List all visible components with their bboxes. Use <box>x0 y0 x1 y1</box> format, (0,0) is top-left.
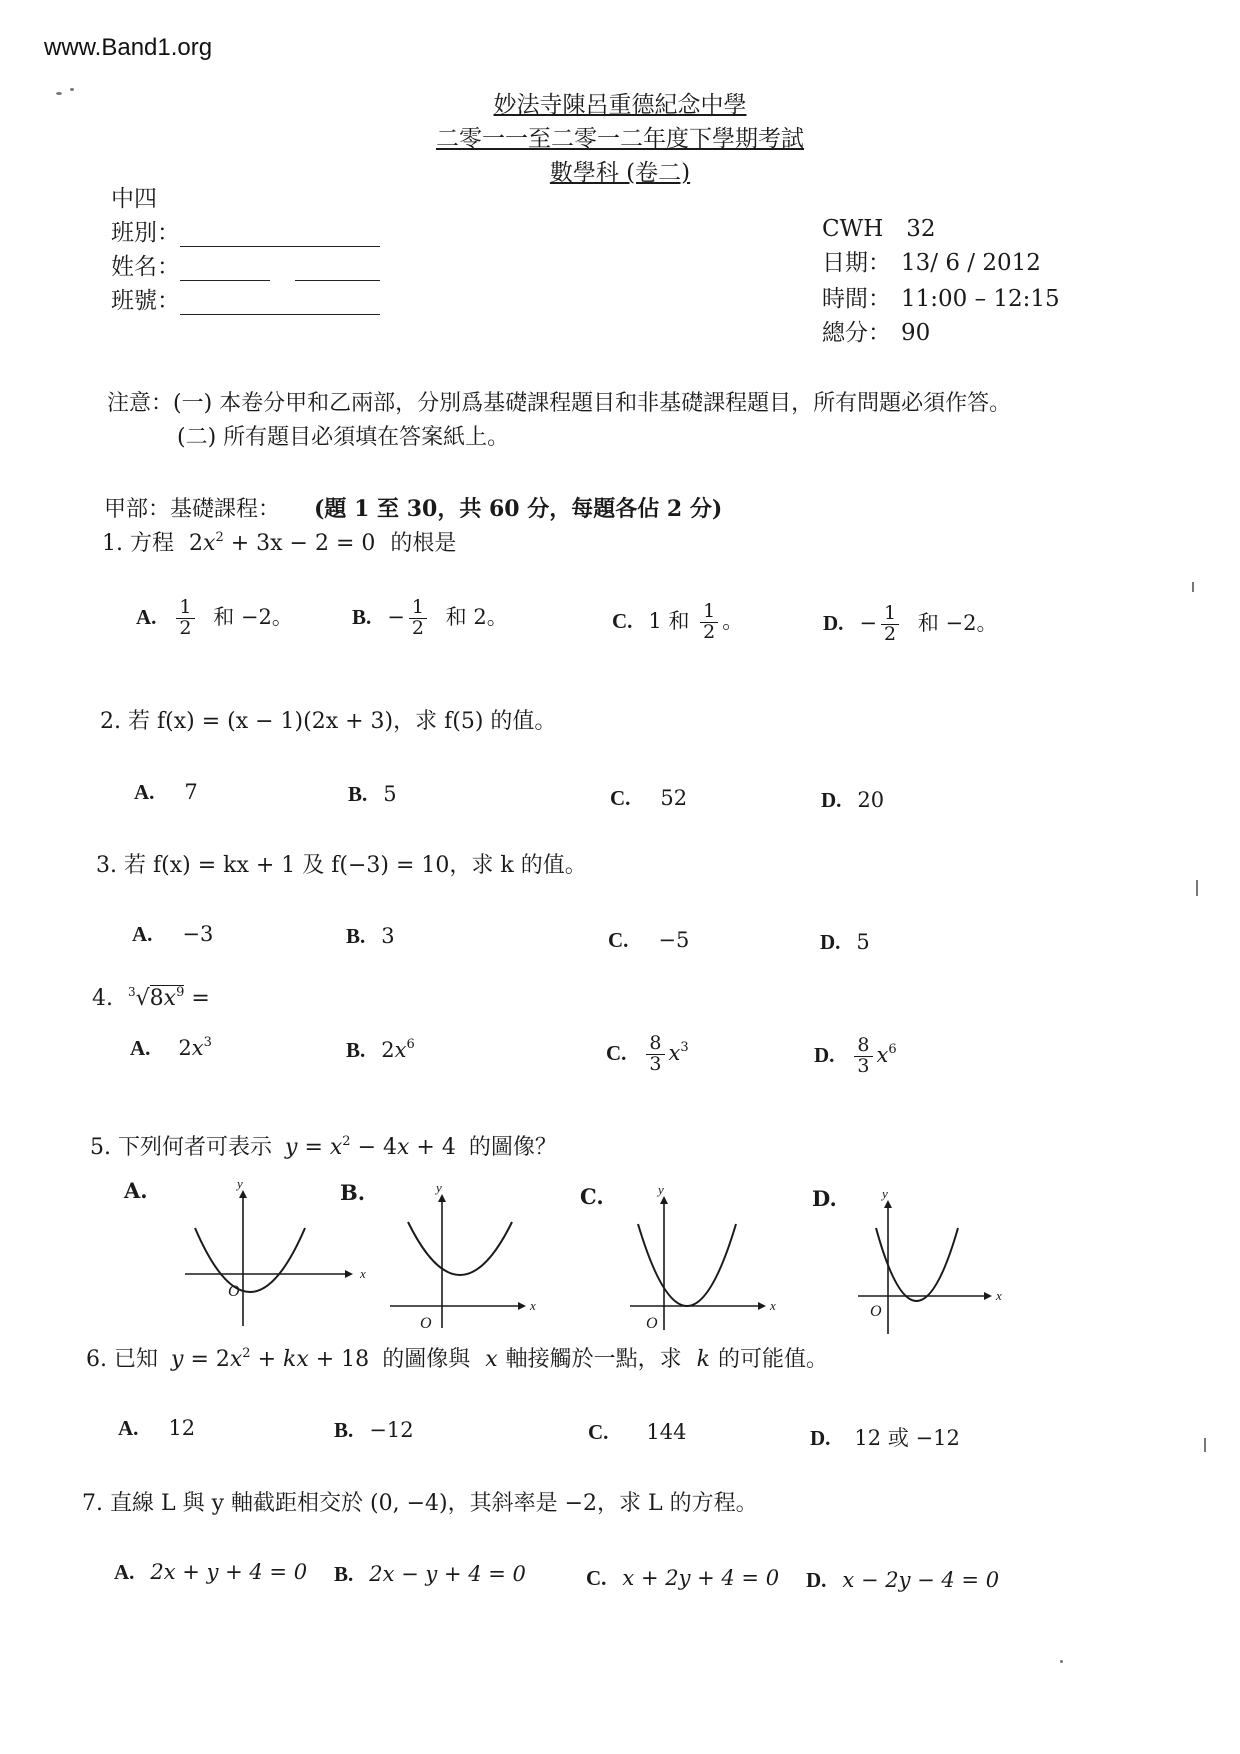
q4-a-expr: $2x^3$ <box>178 1035 212 1060</box>
q1-option-c <box>612 602 743 643</box>
q5-equation: $y = x^2 - 4x + 4$ <box>285 1134 456 1160</box>
q6-text-post2: 軸接觸於一點，求 <box>505 1347 682 1372</box>
school-name: 妙法寺陳呂重德紀念中學 <box>493 92 747 118</box>
q2-c-letter: C. <box>610 786 631 810</box>
origin-label: O <box>228 1283 240 1300</box>
q5-number: 5. <box>90 1135 111 1160</box>
q1-d-minus: − <box>859 610 878 635</box>
q4-number: 4. <box>92 986 113 1011</box>
q3-number: 3. <box>96 853 117 878</box>
q6-a-value: 12 <box>168 1416 196 1440</box>
x-axis-label: x <box>530 1298 536 1313</box>
q3-option-d <box>820 930 870 955</box>
q2-d-letter: D. <box>821 788 842 812</box>
q1-option-b-letter: B. <box>352 604 372 629</box>
q6-text-pre: 已知 <box>114 1347 159 1372</box>
q1-c-frac: $\frac{1}{2}$ <box>700 602 718 643</box>
q7-text: 直線 L 與 y 軸截距相交於 (0, −4)，其斜率是 −2，求 L 的方程。 <box>110 1491 758 1516</box>
q7-option-d <box>806 1568 999 1593</box>
x-axis-label: x <box>770 1298 776 1313</box>
q1-d-text: 和 −2。 <box>917 610 998 635</box>
q1-option-d-letter: D. <box>823 610 844 635</box>
number-field <box>111 282 380 315</box>
q1-option-d <box>823 604 997 645</box>
scan-speck <box>56 92 62 95</box>
name-blank-2 <box>295 262 380 281</box>
q1-b-minus: − <box>387 604 405 629</box>
note-1-text: (一) 本卷分甲和乙兩部，分別爲基礎課程題目和非基礎課程題目，所有問題必須作答。 <box>173 391 1012 416</box>
q5-graph-c-letter: C. <box>580 1184 604 1209</box>
watermark-text: www.Band1.org <box>44 34 213 61</box>
q4-d-letter: D. <box>814 1042 835 1067</box>
question-5 <box>90 1130 557 1161</box>
date-label: 日期： <box>822 250 891 276</box>
q1-number: 1. <box>102 531 123 556</box>
class-field <box>111 214 380 247</box>
q5-graph-d-letter: D. <box>812 1186 837 1211</box>
date-row <box>822 244 1041 277</box>
q7-b-value: 2x − y + 4 = 0 <box>369 1562 526 1586</box>
time-label: 時間： <box>822 286 891 312</box>
q2-option-c <box>610 786 687 811</box>
q6-option-a <box>118 1416 195 1441</box>
q1-a-frac: $\frac{1}{2}$ <box>176 598 194 639</box>
number-blank <box>180 296 380 315</box>
note-1 <box>107 386 1011 417</box>
q5-graph-b-plot <box>390 1180 610 1338</box>
note-prefix: 注意： <box>107 391 174 416</box>
q1-d-frac: $\frac{1}{2}$ <box>881 604 899 645</box>
class-blank <box>180 228 380 247</box>
y-axis-label: y <box>237 1176 243 1191</box>
subject-title: 數學科 (卷二) <box>549 160 691 186</box>
q5-graph-a-letter: A. <box>124 1178 148 1203</box>
q6-text-post3: 的可能值。 <box>717 1347 828 1372</box>
q2-number: 2. <box>100 709 121 734</box>
q3-b-value: 3 <box>381 924 395 948</box>
q1-c-text: 1 和 <box>648 608 690 633</box>
q7-option-a <box>114 1560 307 1585</box>
note-2: (二) 所有題目必須填在答案紙上。 <box>177 425 510 450</box>
q4-option-d: D. $\frac{8}{3}$ $x^6$ <box>814 1034 897 1077</box>
scan-speck <box>1196 880 1198 896</box>
q1-a-text: 和 −2。 <box>213 604 293 629</box>
name-field <box>111 248 380 281</box>
q1-b-frac: $\frac{1}{2}$ <box>409 598 427 639</box>
q4-option-a <box>130 1036 212 1061</box>
question-1 <box>102 526 456 557</box>
origin-label: O <box>870 1303 882 1320</box>
q5-text-post: 的圖像？ <box>468 1135 557 1160</box>
y-axis-label: y <box>436 1180 442 1195</box>
time-value: 11:00 – 12:15 <box>901 286 1060 312</box>
q2-option-a <box>134 780 198 805</box>
q7-option-c <box>586 1566 779 1591</box>
q3-a-value: −3 <box>182 922 214 946</box>
q2-d-value: 20 <box>857 788 885 812</box>
q1-c-tail: 。 <box>722 608 744 633</box>
q6-number: 6. <box>86 1347 107 1372</box>
q6-x-var: x <box>485 1347 498 1372</box>
total-label: 總分： <box>822 320 891 346</box>
q7-number: 7. <box>82 1491 103 1516</box>
q6-equation: $y = 2x^2$ + kx + 18 <box>171 1346 370 1372</box>
form-level: 中四 <box>111 186 157 212</box>
q2-b-letter: B. <box>348 782 368 806</box>
origin-label: O <box>420 1315 432 1332</box>
q4-expression: $^3√8x^9$ = <box>128 985 210 1011</box>
q7-d-letter: D. <box>806 1568 827 1592</box>
q5-text-pre: 下列何者可表示 <box>118 1135 273 1160</box>
date-value: 13/ 6 / 2012 <box>901 250 1041 276</box>
q6-k-var: k <box>696 1347 710 1372</box>
origin-label: O <box>646 1315 658 1332</box>
q5-graph-b-letter: B. <box>340 1180 366 1205</box>
q6-a-letter: A. <box>118 1416 139 1440</box>
q1-option-a <box>136 598 293 639</box>
q4-a-letter: A. <box>130 1036 151 1060</box>
scan-speck <box>1192 582 1194 592</box>
x-axis-label: x <box>360 1266 366 1281</box>
q1-option-b <box>352 598 508 639</box>
q2-a-letter: A. <box>134 780 155 804</box>
q3-c-letter: C. <box>608 928 629 952</box>
q3-text: 若 f(x) = kx + 1 及 f(−3) = 10，求 k 的值。 <box>124 853 587 878</box>
total-row <box>822 314 930 347</box>
q3-option-b <box>346 924 395 949</box>
q2-text: 若 f(x) = (x − 1)(2x + 3)，求 f(5) 的值。 <box>128 709 557 734</box>
name-blank-1 <box>180 262 270 281</box>
q2-option-d <box>821 788 884 813</box>
q2-option-b <box>348 782 397 807</box>
q7-option-b <box>334 1562 526 1587</box>
q7-c-value: x + 2y + 4 = 0 <box>622 1566 780 1590</box>
time-row <box>822 280 1060 313</box>
q4-option-c: C. $\frac{8}{3}$ $x^3$ <box>606 1032 689 1075</box>
q7-a-value: 2x + y + 4 = 0 <box>150 1560 308 1584</box>
y-axis-label: y <box>882 1186 888 1201</box>
q4-b-expr: $2x^6$ <box>381 1037 415 1062</box>
q3-option-c <box>608 928 689 953</box>
scan-speck <box>1204 1438 1206 1452</box>
section-heading <box>104 492 722 523</box>
exam-code: CWH 32 <box>822 216 936 242</box>
q6-c-value: 144 <box>646 1420 687 1444</box>
section-detail: (題 1 至 30，共 60 分，每題各佔 2 分) <box>314 496 723 522</box>
q4-option-b <box>346 1038 415 1063</box>
q5-graph-d-plot <box>858 1186 1078 1354</box>
q3-d-letter: D. <box>820 930 841 954</box>
q6-d-value: 12 或 −12 <box>854 1426 960 1450</box>
q6-text-post: 的圖像與 <box>382 1347 471 1372</box>
question-7 <box>82 1486 758 1517</box>
x-axis-label: x <box>996 1288 1002 1303</box>
q1-text-a: 方程 <box>130 531 175 556</box>
q3-c-value: −5 <box>658 928 690 952</box>
number-label: 班號： <box>111 288 180 314</box>
y-axis-label: y <box>658 1182 664 1197</box>
class-label: 班別： <box>111 220 180 246</box>
q1-b-text: 和 2。 <box>445 604 508 629</box>
q1-option-a-letter: A. <box>136 604 157 629</box>
q4-c-frac: $\frac{8}{3}$ <box>646 1034 664 1075</box>
exam-year: 二零一一至二零一二年度下學期考試 <box>436 126 804 152</box>
q2-b-value: 5 <box>383 782 397 806</box>
total-value: 90 <box>901 320 931 346</box>
scan-speck <box>1060 1660 1063 1663</box>
q6-b-value: −12 <box>369 1418 414 1442</box>
q4-b-letter: B. <box>346 1038 366 1062</box>
q6-d-letter: D. <box>810 1426 831 1450</box>
q6-option-c <box>588 1420 687 1445</box>
question-3 <box>96 848 587 879</box>
q1-text-b: 的根是 <box>390 531 457 556</box>
q2-a-value: 7 <box>184 780 198 804</box>
q3-a-letter: A. <box>132 922 153 946</box>
q2-c-value: 52 <box>660 786 688 810</box>
question-4 <box>92 986 210 1011</box>
scan-speck <box>70 88 74 91</box>
q6-c-letter: C. <box>588 1420 609 1444</box>
q4-c-letter: C. <box>606 1040 627 1065</box>
q3-d-value: 5 <box>856 930 870 954</box>
q3-b-letter: B. <box>346 924 366 948</box>
q6-option-d <box>810 1422 960 1452</box>
q7-a-letter: A. <box>114 1560 135 1584</box>
question-6 <box>86 1342 828 1373</box>
question-2 <box>100 704 556 735</box>
q5-graph-c-plot <box>630 1182 850 1340</box>
q3-option-a <box>132 922 213 947</box>
q7-c-letter: C. <box>586 1566 607 1590</box>
q6-b-letter: B. <box>334 1418 354 1442</box>
q7-d-value: x − 2y − 4 = 0 <box>842 1568 1000 1592</box>
q4-d-frac: $\frac{8}{3}$ <box>854 1036 872 1077</box>
q1-option-c-letter: C. <box>612 608 633 633</box>
name-label: 姓名： <box>111 254 180 280</box>
q1-equation: $2x^2 + 3x - 2 = 0$ <box>189 530 376 556</box>
q5-graph-a-plot <box>180 1176 400 1326</box>
q6-option-b <box>334 1418 414 1443</box>
q7-b-letter: B. <box>334 1562 354 1586</box>
section-title: 甲部：基礎課程： <box>104 497 281 522</box>
